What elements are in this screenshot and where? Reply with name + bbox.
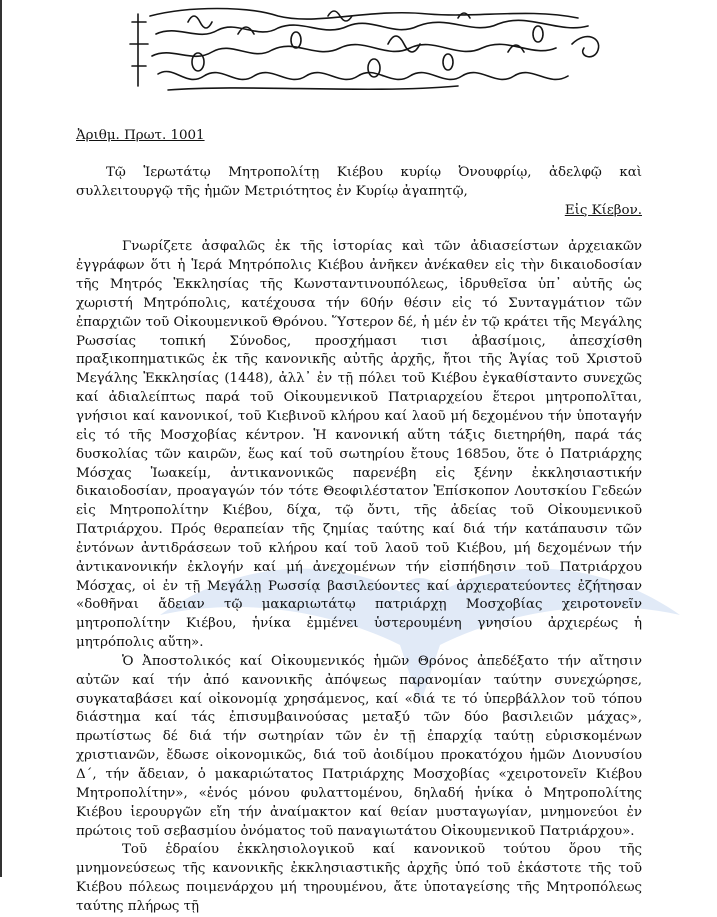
letter-destination: Εἰς Κίεβον. [564,202,642,218]
left-edge-rule [0,0,2,877]
patriarchal-signature [128,4,608,96]
body-paragraph: Ὁ Ἀποστολικός καί Οἰκουμενικός ἡμῶν Θρόνος ἀπεδέξατο τήν αἴτησιν αὐτῶν καί τήν ἀπό κανονικῆς ἀπόψεως παρανομίαν ταύτην συνεχώρησε, συγκαταβάσει καί οἰκονομίᾳ χρησάμενος, καί «διά τε τό ὑπερβάλλον τοῦ τόπου διάστημα καί τάς ἐπισυμβαινούσας μεταξύ τῶν δύο βασιλειῶν μάχας», πρωτίστως δέ διά τήν σωτηρίαν τῶν ἐν τῇ ἐπαρχίᾳ ταύτῃ εὑρισκομένων χριστιανῶν, ἔδωσε οἰκονομικῶς, διά τοῦ ἀοιδίμου προκατόχου ἡμῶν Διονυσίου Δ΄, τήν ἄδειαν, ὁ μακαριώτατος Πατριάρχης Μοσχοβίας «χειροτονεῖν Κιέβου Μητροπολίτην», «ἑνός μόνου φυλαττομένου, δηλαδή ἡνίκα ὁ Μητροπολίτης Κιέβου ἱερουργῶν εἴη τήν ἀναίμακτον καί θείαν μυσταγωγίαν, μνημονεύοι ἐν πρώτοις τοῦ σεβασμίου ὀνόματος τοῦ παναγιωτάτου Οἰκουμενικοῦ Πατριάρχου». [76,653,642,839]
body-paragraph: Γνωρίζετε ἀσφαλῶς ἐκ τῆς ἱστορίας καὶ τῶν ἀδιασείστων ἀρχειακῶν ἐγγράφων ὅτι ἡ Ἱερά Μητρόπολις Κιέβου ἀνῆκεν ἀνέκαθεν εἰς τὴν δικαιοδοσίαν τῆς Μητρός Ἐκκλησίας τῆς Κωνσταντινουπόλεως, ἱδρυθεῖσα ὑπ᾽ αὐτῆς ὡς χωριστή Μητρόπολις, κατέχουσα τήν 60ήν θέσιν εἰς τό Συνταγμάτιον τῶν ἐπαρχιῶν τοῦ Οἰκουμενικοῦ Θρόνου. Ὕστερον δέ, ἡ μέν ἐν τῷ κράτει τῆς Μεγάλης Ρωσσίας τοπική Σύνοδος, προσχήμασι τισι ἀβασίμοις, ἀπεσχίσθη πραξικοπηματικῶς ἐκ τῆς κανονικῆς αὐτῆς ἀρχῆς, ἤτοι τῆς Ἁγίας τοῦ Χριστοῦ Μεγάλης Ἐκκλησίας (1448), ἀλλ᾽ ἐν τῇ πόλει τοῦ Κιέβου ἐγκαθίσταντο συνεχῶς καί ἀδιαλείπτως παρά τοῦ Οἰκουμενικοῦ Πατριαρχείου ἕτεροι μητροπολῖται, γνήσιοι καί κανονικοί, τοῦ Κιεβινοῦ κλήρου καί λαοῦ μή δεχομένου τήν ὑποταγήν εἰς τό τῆς Μοσχοβίας κέντρον. Ἡ κανονική αὕτη τάξις διετηρήθη, παρά τάς δυσκολίας τῶν καιρῶν, ἕως καί τοῦ σωτηρίου ἔτους 1685ου, ὅτε ὁ Πατριάρχης Μόσχας Ἰωακείμ, ἀντικανονικῶς παρενέβη εἰς ξένην ἐκκλησιαστικήν δικαιοδοσίαν, προαγαγών τόν τότε Θεοφιλέστατον Ἐπίσκοπον Λουτσκίου Γεδεών εἰς Μητροπολίτην Κιέβου, δίχα, τῷ ὄντι, τῆς ἀδείας τοῦ Οἰκουμενικοῦ Πατριάρχου. Πρός θεραπείαν τῆς ζημίας ταύτης καί διά τήν κατάπαυσιν τῶν ἐντόνων ἀντιδράσεων τοῦ κλήρου καί τοῦ λαοῦ τοῦ Κιέβου, μή δεχομένων τήν ἀντικανονικήν ἐκλογήν καί μή ἀνεχομένων τήν εἰσπήδησιν τοῦ Πατριάρχου Μόσχας, οἱ ἐν τῇ Μεγάλῃ Ρωσσίᾳ βασιλεύοντες καί ἀρχιερατεύοντες ἐζήτησαν «δοθῆναι ἄδειαν τῷ μακαριωτάτῳ πατριάρχῃ Μοσχοβίας χειροτονεῖν μητροπολίτην Κιέβου, ἡνίκα ἐμμένει ὑστερουμένη γνησίου ἀρχιερέως ἡ μητρόπολις αὕτη». [76,239,642,651]
body-paragraph: Τοῦ ἑδραίου ἐκκλησιολογικοῦ καί κανονικοῦ τούτου ὅρου τῆς μνημονεύσεως τῆς κανονικῆς ἐκκλησιαστικῆς ἀρχῆς ὑπό τοῦ ἑκάστοτε τῆς τοῦ Κιέβου πόλεως ποιμενάρχου μή τηρουμένου, ἄτε ὑποταγείσης τῆς Μητροπόλεως ταύτης πλήρως τῇ [76,842,642,914]
letter-body [76,127,642,917]
letter-address: Τῷ Ἱερωτάτῳ Μητροπολίτῃ Κιέβου κυρίῳ Ὀνουφρίῳ, ἀδελφῷ καὶ συλλειτουργῷ τῆς ἡμῶν Μετριότητος ἐν Κυρίῳ ἀγαπητῷ, [76,164,642,199]
protocol-number: Ἀριθμ. Πρωτ. 1001 [76,128,205,143]
